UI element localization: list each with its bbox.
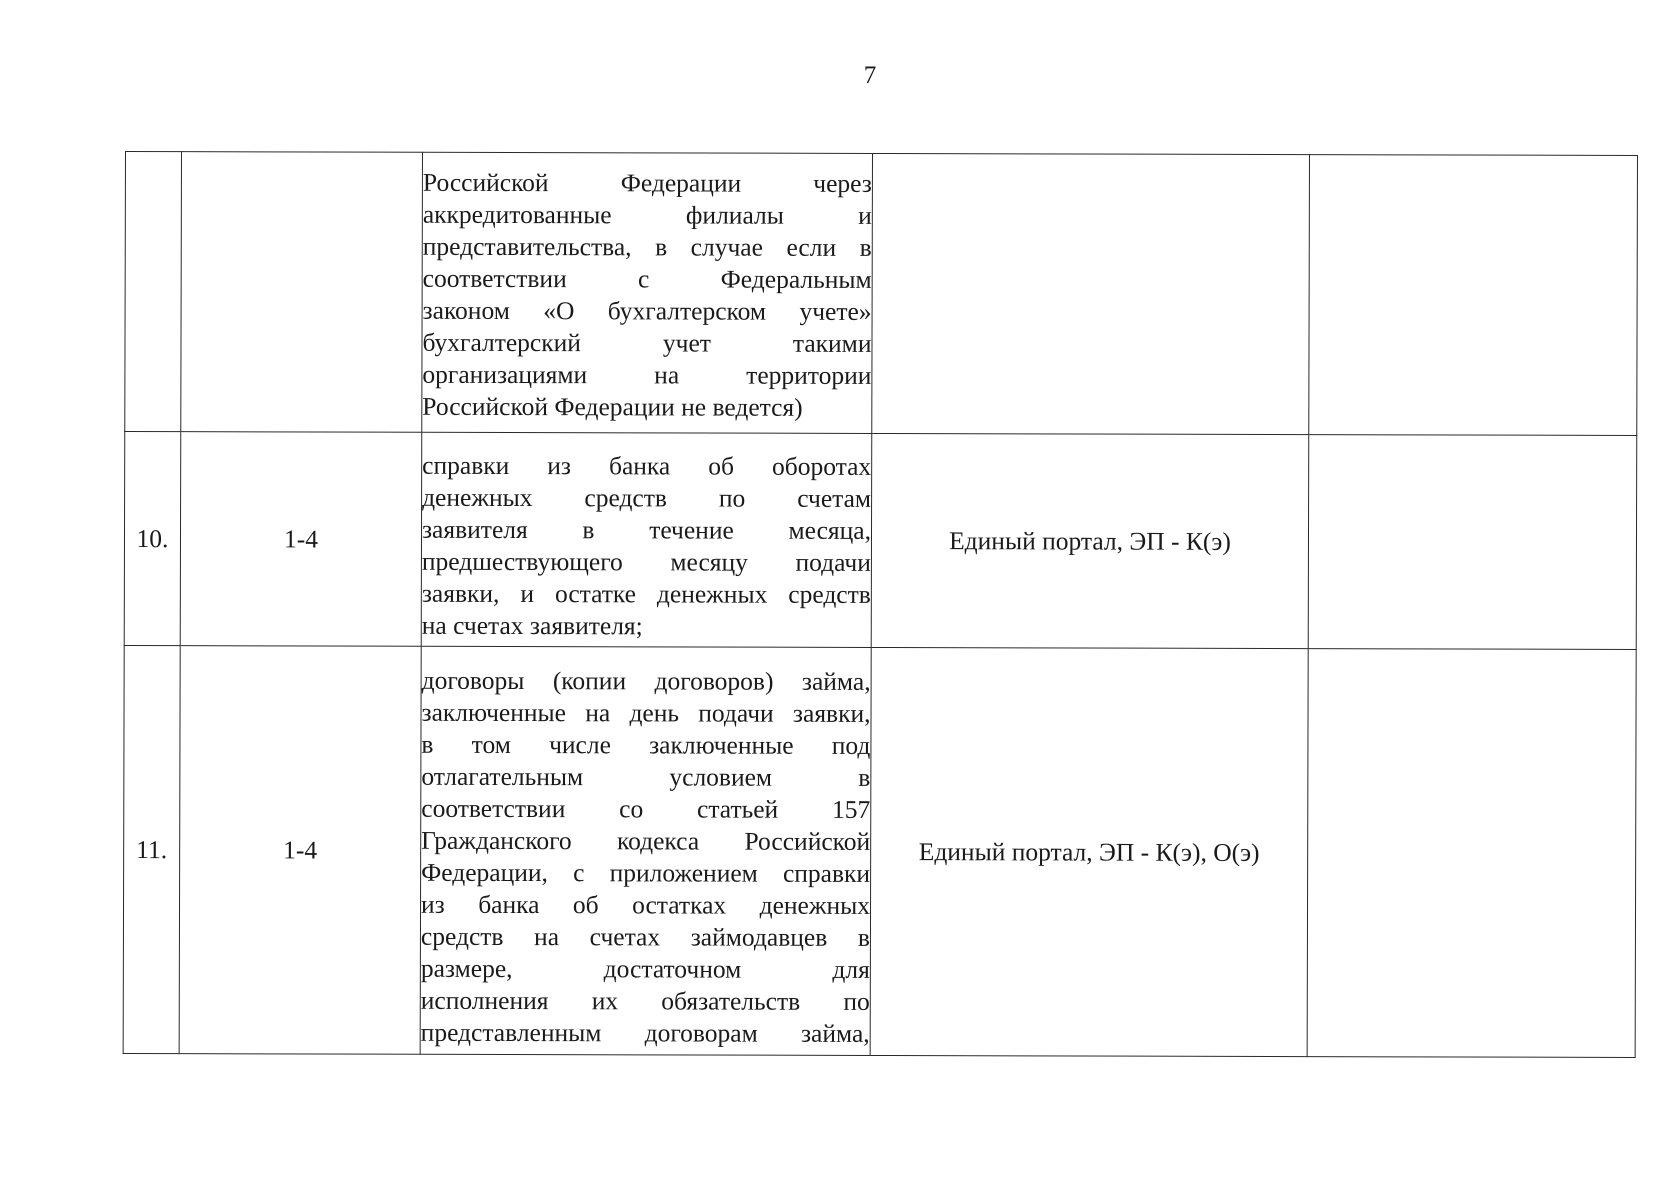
text-line: организациями на территории <box>422 359 872 390</box>
submission-method-cell: Единый портал, ЭП - К(э) <box>871 433 1309 648</box>
table-row <box>123 645 1636 1057</box>
text-line: из банка об остатках денежных <box>420 889 871 920</box>
document-description-cell <box>420 646 871 1055</box>
text-line: размере, достаточном для <box>420 953 870 984</box>
text-line: денежных средств по счетам <box>422 482 872 513</box>
submission-method-cell <box>872 153 1310 434</box>
extra-cell <box>1308 435 1637 650</box>
text-line: в том числе заключенные под <box>421 729 871 760</box>
text-line: Российской Федерации не ведется) <box>422 391 803 422</box>
row-number-cell: 10. <box>124 432 181 646</box>
text-line: представленным договорам займа, <box>420 1017 870 1048</box>
text-line: на счетах заявителя; <box>421 610 643 640</box>
text-line: предшествующего месяцу подачи <box>421 546 871 577</box>
extra-cell <box>1307 649 1636 1058</box>
text-line: договоры (копии договоров) займа, <box>421 665 871 696</box>
page-number: 7 <box>863 62 877 89</box>
text-line: заявки, и остатке денежных средств <box>421 578 871 609</box>
text-line: отлагательным условием в <box>421 761 871 792</box>
row-number-cell: 11. <box>123 645 180 1053</box>
text-line: исполнения их обязательств по <box>420 985 870 1016</box>
document-description-cell <box>421 432 872 647</box>
text-line: аккредитованные филиалы и <box>422 199 872 230</box>
code-cell: 1-4 <box>180 432 422 647</box>
text-line: соответствии с Федеральным <box>422 263 872 294</box>
extra-cell <box>1309 155 1638 436</box>
text-line: заключенные на день подачи заявки, <box>421 697 871 728</box>
text-line: средств на счетах займодавцев в <box>420 921 870 952</box>
text-line: соответствии со статьей 157 <box>421 793 871 824</box>
table-row <box>125 152 1638 436</box>
row-number-cell <box>125 152 182 432</box>
code-cell <box>181 152 423 433</box>
table-row <box>124 432 1637 650</box>
text-line: заявителя в течение месяца, <box>421 514 872 545</box>
text-line: Федерации, с приложением справки <box>421 857 871 888</box>
text-line: законом «О бухгалтерском учете» <box>422 295 872 326</box>
submission-method-cell: Единый портал, ЭП - К(э), О(э) <box>870 647 1308 1056</box>
text-line: Гражданского кодекса Российской <box>421 825 871 856</box>
documents-table <box>123 151 1638 1058</box>
text-line: представительства, в случае если в <box>422 231 872 262</box>
text-line: бухгалтерский учет такими <box>422 327 872 358</box>
text-line: Российской Федерации через <box>422 167 872 198</box>
text-line: справки из банка об оборотах <box>422 450 872 481</box>
document-description-cell <box>422 152 873 433</box>
code-cell: 1-4 <box>179 646 421 1055</box>
